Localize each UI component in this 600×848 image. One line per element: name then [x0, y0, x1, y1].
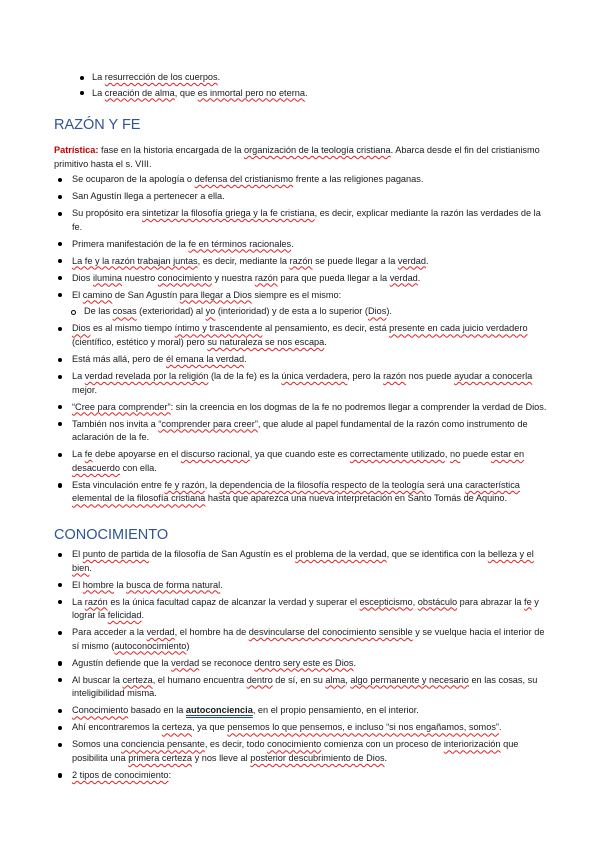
list-item: El camino de San Agustín para llegar a Dios siempre es el mismo: — [54, 289, 548, 303]
list-item: Está más allá, pero de él emana la verdad. — [54, 353, 548, 367]
list-item: San Agustín llega a pertenecer a ella. — [54, 190, 548, 204]
list-item: “Cree para comprender”: sin la creencia en los dogmas de la fe no podremos llegar a comprender la verdad de Dios. — [54, 401, 548, 415]
list-item: La resurrección de los cuerpos. — [54, 71, 524, 85]
list-item: Somos una conciencia pensante, es decir, todo conocimiento comienza con un proceso de interiorización que posibilita una primera certeza y nos lleve al posterior descubrimiento de Dios. — [54, 738, 548, 765]
sub-list-item: De las cosas (exterioridad) al yo (interioridad) y de esta a lo superior (Dios). — [54, 305, 548, 319]
conocimiento-list — [54, 548, 548, 786]
list-item: Dios es al mismo tiempo íntimo y trascendente al pensamiento, es decir, está presente en cada juicio verdadero (científico, estético y moral) pero su naturaleza se nos escapa. — [54, 322, 548, 349]
list-item: La verdad revelada por la religión (la de la fe) es la única verdadera, pero la razón nos puede ayudar a conocerla mejor. — [54, 370, 548, 397]
section-heading-razon-y-fe: RAZÓN Y FE — [54, 117, 141, 133]
intro-paragraph: Patrística: fase en la historia encargada de la organización de la teología cristiana. Abarca desde el fin del cristianismo primitivo hasta el s. VIII. — [54, 145, 540, 169]
patristica-term: Patrística: — [54, 145, 99, 156]
list-item: Conocimiento basado en la autoconciencia, en el propio pensamiento, en el interior. — [54, 704, 548, 718]
list-item: 2 tipos de conocimiento: — [54, 769, 548, 783]
list-item: El punto de partida de la filosofía de San Agustín es el problema de la verdad, que se identifica con la belleza y el bien. — [54, 548, 548, 575]
list-item: Ahí encontraremos la certeza, ya que pensemos lo que pensemos, e incluso “si nos engañamos, somos”. — [54, 721, 548, 735]
list-item: La fe y la razón trabajan juntas, es decir, mediante la razón se puede llegar a la verdad. — [54, 255, 548, 269]
list-item: Al buscar la certeza, el humano encuentra dentro de sí, en su alma, algo permanente y necesario en las cosas, su inteligibilidad misma. — [54, 674, 548, 701]
list-item: La razón es la única facultad capaz de alcanzar la verdad y superar el escepticismo, obstáculo para abrazar la fe y lograr la felicidad. — [54, 596, 548, 623]
list-item: Agustín defiende que la verdad se reconoce dentro sery este es Dios. — [54, 657, 548, 671]
list-item: Dios ilumina nuestro conocimiento y nuestra razón para que pueda llegar a la verdad. — [54, 272, 548, 286]
list-item: Se ocuparon de la apología o defensa del cristianismo frente a las religiones paganas. — [54, 173, 548, 187]
razon-y-fe-list — [54, 173, 548, 509]
list-item: El hombre la busca de forma natural. — [54, 579, 548, 593]
resurrection-list — [54, 71, 524, 102]
list-item: Para acceder a la verdad, el hombre ha de desvincularse del conocimiento sensible y se vuelque hacia el interior de sí mismo (autoconocimiento) — [54, 626, 548, 653]
list-item: También nos invita a “comprender para creer”, que alude al papel fundamental de la razón como instrumento de aclaración de la fe. — [54, 418, 548, 445]
list-item: Esta vinculación entre fe y razón, la dependencia de la filosofía respecto de la teología será una característica elemental de la filosofía cristiana hasta que aparezca una nueva interpretación en Santo Tomás de Aquino. — [54, 479, 548, 506]
list-item: Su propósito era sintetizar la filosofía griega y la fe cristiana, es decir, explicar mediante la razón las verdades de la fe. — [54, 207, 548, 234]
list-item: Primera manifestación de la fe en términos racionales. — [54, 238, 548, 252]
section-heading-conocimiento: CONOCIMIENTO — [54, 527, 169, 543]
list-item: La fe debe apoyarse en el discurso racional, ya que cuando este es correctamente utilizado, no puede estar en desacuerdo con ella. — [54, 448, 548, 475]
list-item: La creación de alma, que es inmortal pero no eterna. — [54, 87, 524, 101]
